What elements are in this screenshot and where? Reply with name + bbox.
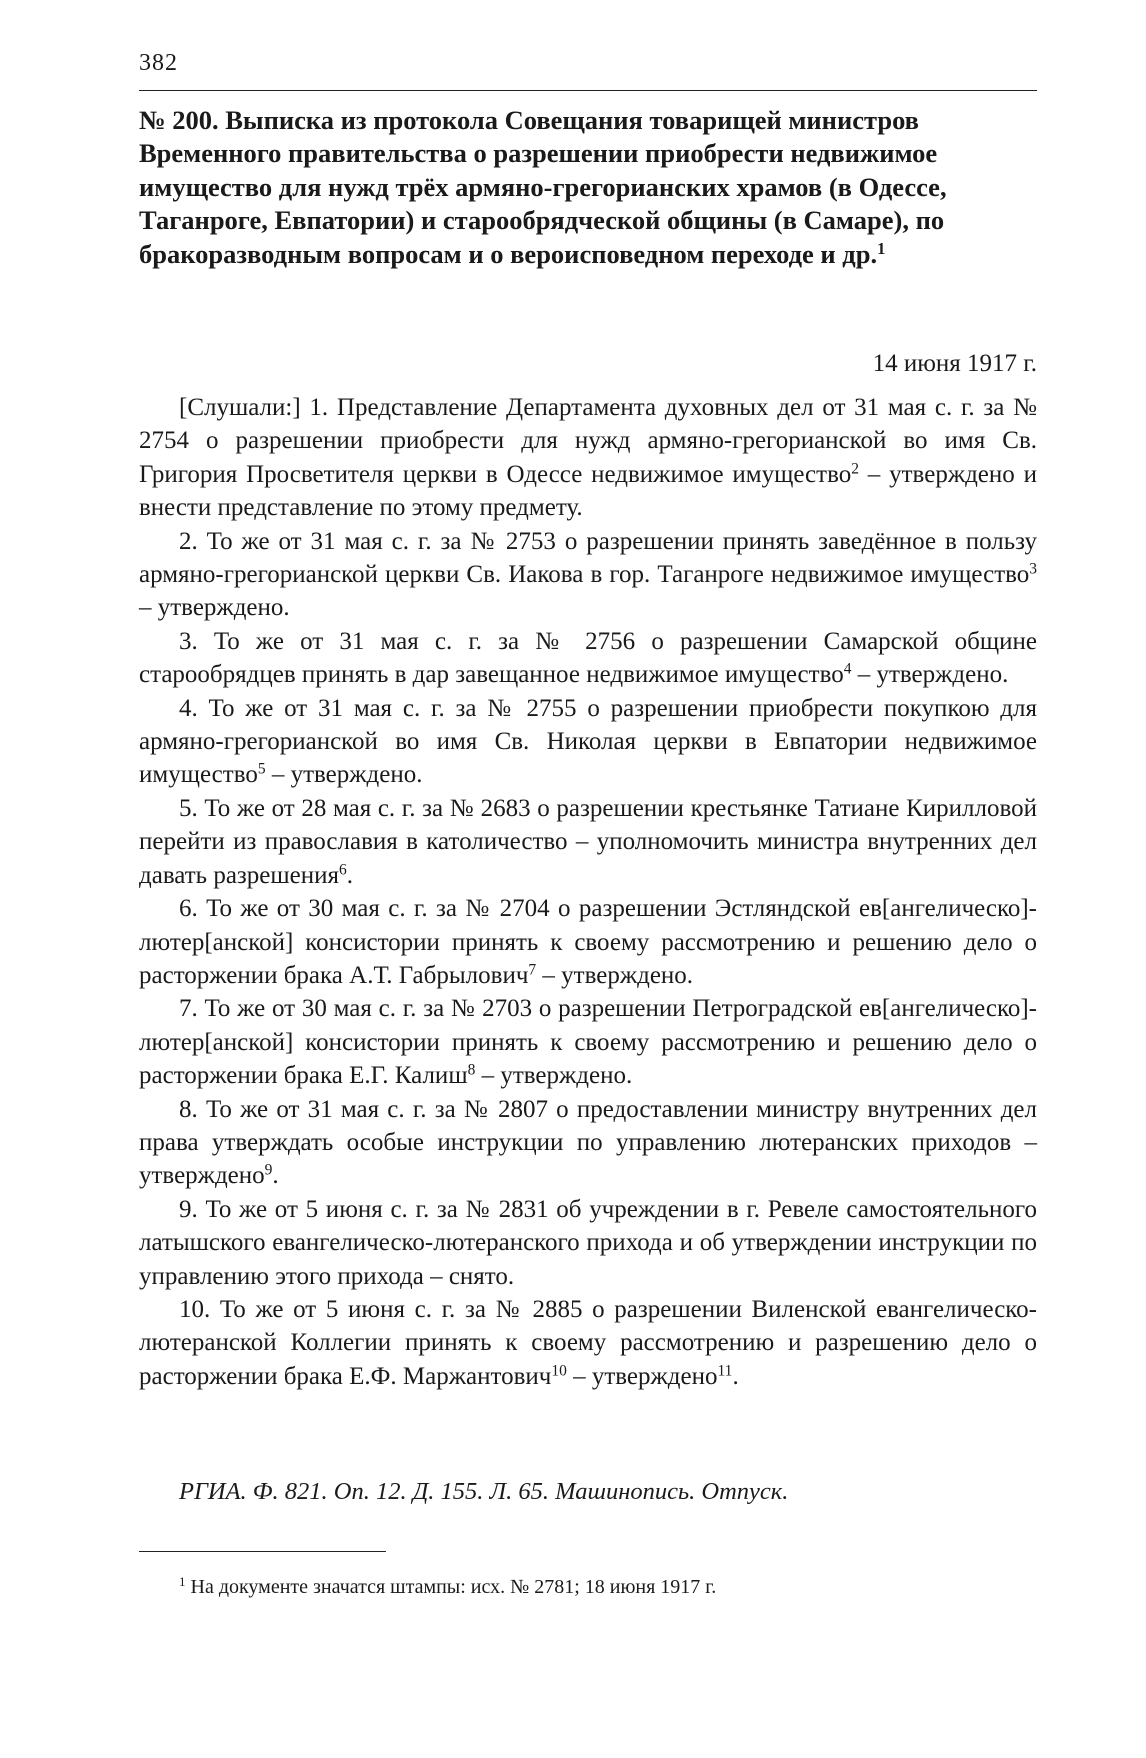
footnote-ref[interactable]: 8 — [467, 1061, 476, 1079]
footnote — [179, 1573, 717, 1599]
paragraph-text: 3. То же от 31 мая с. г. за № 2756 о разрешении Самарской общине старообрядцев принять в дар завещанное недвижимое имущество — [139, 627, 1037, 689]
paragraph-text: – утверждено. — [139, 594, 290, 622]
document-title — [139, 104, 1037, 271]
paragraph-text: – утверждено. — [851, 661, 1009, 689]
paragraph-text: 8. То же от 31 мая с. г. за № 2807 о предоставлении министру внутренних дел права утверждать особые инструкции по управлению лютеранских приходов – утверждено — [139, 1095, 1037, 1190]
paragraph-text: – утверждено. — [265, 761, 423, 789]
footnote-ref[interactable]: 6 — [339, 861, 347, 879]
paragraph-text: 4. То же от 31 мая с. г. за № 2755 о разрешении приобрести покупкою для армяно-грегорианской во имя Св. Николая церкви в Евпатории недвижимое имущество — [139, 694, 1037, 789]
paragraph-text: – утверждено — [566, 1362, 718, 1390]
document-page — [139, 0, 1037, 1758]
footnote-number: 1 — [179, 1573, 186, 1589]
footnote-ref[interactable]: 4 — [843, 660, 852, 678]
paragraph-text: . — [272, 1162, 279, 1190]
title-footnote-ref[interactable]: 1 — [877, 238, 886, 258]
page-number: 382 — [139, 50, 178, 76]
document-date: 14 июня 1917 г. — [872, 350, 1037, 377]
paragraph — [139, 1093, 1037, 1193]
footnote-ref[interactable]: 10 — [551, 1362, 567, 1380]
paragraph-text: 10. То же от 5 июня с. г. за № 2885 о разрешении Виленской евангелическо-лютеранской Коллегии принять к своему рассмотрению и разрешению дело о расторжении брака Е.Ф. Маржантович — [139, 1295, 1037, 1390]
paragraph-text: 7. То же от 30 мая с. г. за № 2703 о разрешении Петроградской ев[ангелическо]-лютер[анской] консистории принять к своему рассмотрению и решению дело о расторжении брака Е.Г. Калиш — [139, 995, 1037, 1090]
paragraph-text: 2. То же от 31 мая с. г. за № 2753 о разрешении принять заведённое в пользу армяно-грегорианской церкви Св. Иакова в гор. Таганроге недвижимое имущество — [139, 527, 1037, 589]
paragraph-text: 5. То же от 28 мая с. г. за № 2683 о разрешении крестьянке Татиане Кирилловой перейти из православия в католичество – уполномочить министра внутренних дел давать разрешения — [139, 794, 1037, 889]
paragraph-text: 6. То же от 30 мая с. г. за № 2704 о разрешении Эстляндской ев[ангелическо]-лютер[анской] консистории принять к своему рассмотрению и решению дело о расторжении брака А.Т. Габрылович — [139, 895, 1037, 989]
paragraph — [139, 525, 1037, 625]
footnote-ref[interactable]: 9 — [264, 1161, 273, 1179]
title-text: № 200. Выписка из протокола Совещания товарищей министров Временного правительства о разрешении приобрести недвижимое имущество для нужд трёх армяно-грегорианских храмов (в Одессе, Таганроге, Евпатории) и старообрядческой общины (в Самаре), по бракоразводным вопросам и о вероисповедном переходе и др. — [139, 105, 947, 269]
paragraph — [139, 1193, 1037, 1293]
paragraph-text: . — [732, 1362, 739, 1390]
footnote-text: На документе значатся штампы: исх. № 2781; 18 июня 1917 г. — [185, 1576, 717, 1598]
paragraph — [139, 625, 1037, 692]
footnote-rule — [139, 1551, 386, 1552]
paragraph-text: . — [346, 861, 353, 889]
footnote-ref[interactable]: 11 — [717, 1362, 733, 1380]
footnote-ref[interactable]: 2 — [851, 460, 859, 478]
footnote-ref[interactable]: 3 — [1029, 560, 1037, 578]
footnote-ref[interactable]: 5 — [257, 760, 266, 778]
paragraph-text: 9. То же от 5 июня с. г. за № 2831 об учреждении в г. Ревеле самостоятельного латышского евангелическо-лютеранского прихода и об утверждении инструкции по управлению этого прихода – снято. — [139, 1195, 1037, 1290]
paragraph-text: – утверждено. — [536, 961, 694, 989]
paragraph-text: – утверждено. — [475, 1062, 633, 1090]
archive-source: РГИА. Ф. 821. Оп. 12. Д. 155. Л. 65. Машинопись. Отпуск. — [179, 1478, 789, 1505]
paragraph-text: – утверждено и внести представление по этому предмету. — [139, 460, 1037, 522]
paragraph — [139, 992, 1037, 1092]
paragraph — [139, 391, 1037, 525]
paragraph — [139, 1293, 1037, 1393]
header-rule — [139, 90, 1037, 91]
paragraph — [139, 692, 1037, 792]
footnote-ref[interactable]: 7 — [528, 961, 537, 979]
body-text — [139, 391, 1037, 1393]
paragraph-text: [Слушали:] 1. Представление Департамента духовных дел от 31 мая с. г. за № 2754 о разрешении приобрести для нужд армяно-грегорианской во имя Св. Григория Просветителя церкви в Одессе недвижимое имущество — [139, 394, 1037, 488]
paragraph — [139, 892, 1037, 992]
paragraph — [139, 792, 1037, 892]
